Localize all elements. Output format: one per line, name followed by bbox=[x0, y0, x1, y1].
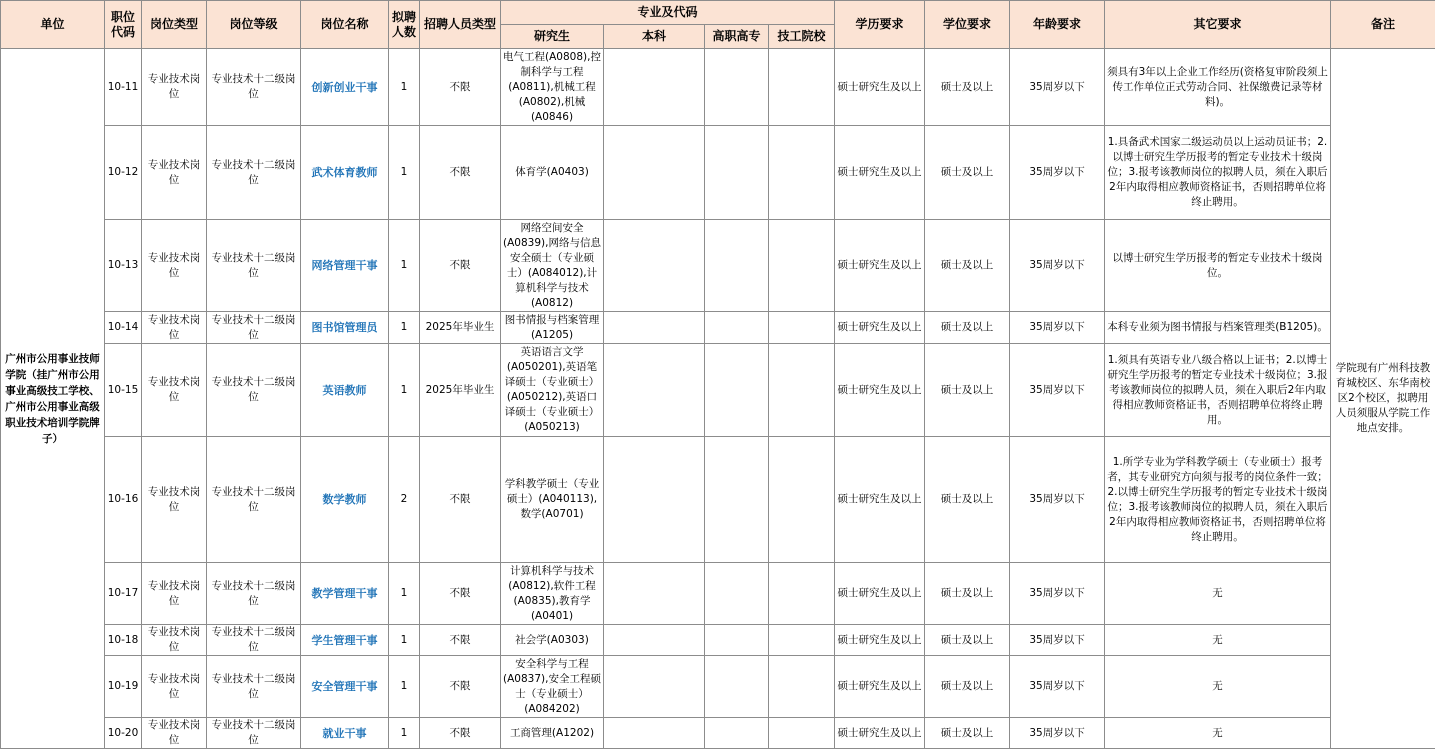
header-other: 其它要求 bbox=[1105, 1, 1331, 49]
vocational-cell bbox=[705, 625, 769, 656]
technician-cell bbox=[769, 437, 835, 563]
technician-cell bbox=[769, 312, 835, 344]
technician-cell bbox=[769, 625, 835, 656]
recruit-cell: 不限 bbox=[420, 220, 501, 312]
title-cell: 安全管理干事 bbox=[301, 656, 389, 718]
header-degree: 学位要求 bbox=[925, 1, 1010, 49]
bachelor-cell bbox=[604, 563, 705, 625]
bachelor-cell bbox=[604, 220, 705, 312]
technician-cell bbox=[769, 220, 835, 312]
level-cell: 专业技术十二级岗位 bbox=[207, 625, 301, 656]
recruit-cell: 不限 bbox=[420, 126, 501, 220]
technician-cell bbox=[769, 718, 835, 749]
age-cell: 35周岁以下 bbox=[1010, 344, 1105, 437]
code-cell: 10-12 bbox=[105, 126, 142, 220]
code-cell: 10-13 bbox=[105, 220, 142, 312]
technician-cell bbox=[769, 126, 835, 220]
code-cell: 10-15 bbox=[105, 344, 142, 437]
vocational-cell bbox=[705, 126, 769, 220]
count-cell: 1 bbox=[389, 220, 420, 312]
header-age: 年龄要求 bbox=[1010, 1, 1105, 49]
bachelor-cell bbox=[604, 344, 705, 437]
edu-cell: 硕士研究生及以上 bbox=[835, 625, 925, 656]
other-cell: 1.须具有英语专业八级合格以上证书；2.以博士研究生学历报考的暂定专业技术十级岗位；3.报考该教师岗位的拟聘人员，须在入职后2年内取得相应教师资格证书，否则招聘单位将终止聘用。 bbox=[1105, 344, 1331, 437]
edu-cell: 硕士研究生及以上 bbox=[835, 49, 925, 126]
title-cell: 创新创业干事 bbox=[301, 49, 389, 126]
age-cell: 35周岁以下 bbox=[1010, 718, 1105, 749]
code-cell: 10-14 bbox=[105, 312, 142, 344]
bachelor-cell bbox=[604, 437, 705, 563]
type-cell: 专业技术岗位 bbox=[142, 126, 207, 220]
grad-cell: 图书情报与档案管理(A1205) bbox=[501, 312, 604, 344]
header-grad: 研究生 bbox=[501, 25, 604, 49]
edu-cell: 硕士研究生及以上 bbox=[835, 437, 925, 563]
table-row bbox=[1, 312, 1435, 344]
grad-cell: 计算机科学与技术(A0812),软件工程(A0835),教育学(A0401) bbox=[501, 563, 604, 625]
degree-cell: 硕士及以上 bbox=[925, 49, 1010, 126]
type-cell: 专业技术岗位 bbox=[142, 437, 207, 563]
code-cell: 10-17 bbox=[105, 563, 142, 625]
title-cell: 就业干事 bbox=[301, 718, 389, 749]
header-recruit-type: 招聘人员类型 bbox=[420, 1, 501, 49]
vocational-cell bbox=[705, 656, 769, 718]
bachelor-cell bbox=[604, 718, 705, 749]
type-cell: 专业技术岗位 bbox=[142, 656, 207, 718]
other-cell: 须具有3年以上企业工作经历(资格复审阶段须上传工作单位正式劳动合同、社保缴费记录等材料)。 bbox=[1105, 49, 1331, 126]
type-cell: 专业技术岗位 bbox=[142, 718, 207, 749]
grad-cell: 网络空间安全(A0839),网络与信息安全硕士（专业硕士）(A084012),计算机科学与技术(A0812) bbox=[501, 220, 604, 312]
grad-cell: 体育学(A0403) bbox=[501, 126, 604, 220]
recruit-cell: 2025年毕业生 bbox=[420, 344, 501, 437]
edu-cell: 硕士研究生及以上 bbox=[835, 656, 925, 718]
grad-cell: 学科教学硕士（专业硕士）(A040113),数学(A0701) bbox=[501, 437, 604, 563]
table-row bbox=[1, 49, 1435, 126]
level-cell: 专业技术十二级岗位 bbox=[207, 344, 301, 437]
recruit-cell: 2025年毕业生 bbox=[420, 312, 501, 344]
table-row bbox=[1, 718, 1435, 749]
other-cell: 无 bbox=[1105, 625, 1331, 656]
count-cell: 1 bbox=[389, 625, 420, 656]
title-cell: 教学管理干事 bbox=[301, 563, 389, 625]
table-row bbox=[1, 437, 1435, 563]
edu-cell: 硕士研究生及以上 bbox=[835, 220, 925, 312]
table-row bbox=[1, 656, 1435, 718]
other-cell: 本科专业须为图书情报与档案管理类(B1205)。 bbox=[1105, 312, 1331, 344]
header-code: 职位代码 bbox=[105, 1, 142, 49]
vocational-cell bbox=[705, 344, 769, 437]
bachelor-cell bbox=[604, 312, 705, 344]
degree-cell: 硕士及以上 bbox=[925, 563, 1010, 625]
code-cell: 10-20 bbox=[105, 718, 142, 749]
title-cell: 英语教师 bbox=[301, 344, 389, 437]
unit-cell: 广州市公用事业技师学院（挂广州市公用事业高级技工学校、广州市公用事业高级职业技术培训学院牌子） bbox=[1, 49, 105, 749]
count-cell: 1 bbox=[389, 126, 420, 220]
vocational-cell bbox=[705, 718, 769, 749]
recruit-cell: 不限 bbox=[420, 718, 501, 749]
header-bachelor: 本科 bbox=[604, 25, 705, 49]
header-technician: 技工院校 bbox=[769, 25, 835, 49]
count-cell: 1 bbox=[389, 344, 420, 437]
bachelor-cell bbox=[604, 625, 705, 656]
table-row bbox=[1, 563, 1435, 625]
code-cell: 10-16 bbox=[105, 437, 142, 563]
header-vocational: 高职高专 bbox=[705, 25, 769, 49]
count-cell: 1 bbox=[389, 563, 420, 625]
table-row bbox=[1, 625, 1435, 656]
count-cell: 1 bbox=[389, 718, 420, 749]
level-cell: 专业技术十二级岗位 bbox=[207, 437, 301, 563]
count-cell: 1 bbox=[389, 49, 420, 126]
header-unit: 单位 bbox=[1, 1, 105, 49]
grad-cell: 英语语言文学(A050201),英语笔译硕士（专业硕士）(A050212),英语口译硕士（专业硕士）(A050213) bbox=[501, 344, 604, 437]
vocational-cell bbox=[705, 437, 769, 563]
note-cell: 学院现有广州科技教育城校区、东华南校区2个校区，拟聘用人员须服从学院工作地点安排。 bbox=[1331, 49, 1435, 749]
code-cell: 10-11 bbox=[105, 49, 142, 126]
degree-cell: 硕士及以上 bbox=[925, 126, 1010, 220]
level-cell: 专业技术十二级岗位 bbox=[207, 718, 301, 749]
type-cell: 专业技术岗位 bbox=[142, 49, 207, 126]
bachelor-cell bbox=[604, 49, 705, 126]
header-title: 岗位名称 bbox=[301, 1, 389, 49]
type-cell: 专业技术岗位 bbox=[142, 312, 207, 344]
table-row bbox=[1, 126, 1435, 220]
technician-cell bbox=[769, 656, 835, 718]
title-cell: 学生管理干事 bbox=[301, 625, 389, 656]
degree-cell: 硕士及以上 bbox=[925, 312, 1010, 344]
grad-cell: 工商管理(A1202) bbox=[501, 718, 604, 749]
level-cell: 专业技术十二级岗位 bbox=[207, 220, 301, 312]
grad-cell: 电气工程(A0808),控制科学与工程(A0811),机械工程(A0802),机械(A0846) bbox=[501, 49, 604, 126]
count-cell: 1 bbox=[389, 312, 420, 344]
vocational-cell bbox=[705, 220, 769, 312]
bachelor-cell bbox=[604, 126, 705, 220]
code-cell: 10-19 bbox=[105, 656, 142, 718]
recruit-cell: 不限 bbox=[420, 49, 501, 126]
other-cell: 无 bbox=[1105, 656, 1331, 718]
header-count: 拟聘人数 bbox=[389, 1, 420, 49]
recruit-cell: 不限 bbox=[420, 625, 501, 656]
other-cell: 无 bbox=[1105, 563, 1331, 625]
technician-cell bbox=[769, 344, 835, 437]
edu-cell: 硕士研究生及以上 bbox=[835, 563, 925, 625]
age-cell: 35周岁以下 bbox=[1010, 625, 1105, 656]
age-cell: 35周岁以下 bbox=[1010, 656, 1105, 718]
count-cell: 1 bbox=[389, 656, 420, 718]
header-edu: 学历要求 bbox=[835, 1, 925, 49]
code-cell: 10-18 bbox=[105, 625, 142, 656]
age-cell: 35周岁以下 bbox=[1010, 220, 1105, 312]
other-cell: 以博士研究生学历报考的暂定专业技术十级岗位。 bbox=[1105, 220, 1331, 312]
title-cell: 武术体育教师 bbox=[301, 126, 389, 220]
other-cell: 无 bbox=[1105, 718, 1331, 749]
level-cell: 专业技术十二级岗位 bbox=[207, 312, 301, 344]
degree-cell: 硕士及以上 bbox=[925, 656, 1010, 718]
degree-cell: 硕士及以上 bbox=[925, 344, 1010, 437]
bachelor-cell bbox=[604, 656, 705, 718]
grad-cell: 社会学(A0303) bbox=[501, 625, 604, 656]
header-note: 备注 bbox=[1331, 1, 1435, 49]
header-level: 岗位等级 bbox=[207, 1, 301, 49]
degree-cell: 硕士及以上 bbox=[925, 718, 1010, 749]
type-cell: 专业技术岗位 bbox=[142, 220, 207, 312]
technician-cell bbox=[769, 563, 835, 625]
vocational-cell bbox=[705, 312, 769, 344]
header-major-group: 专业及代码 bbox=[501, 1, 835, 25]
age-cell: 35周岁以下 bbox=[1010, 49, 1105, 126]
type-cell: 专业技术岗位 bbox=[142, 563, 207, 625]
title-cell: 网络管理干事 bbox=[301, 220, 389, 312]
level-cell: 专业技术十二级岗位 bbox=[207, 563, 301, 625]
degree-cell: 硕士及以上 bbox=[925, 625, 1010, 656]
level-cell: 专业技术十二级岗位 bbox=[207, 656, 301, 718]
degree-cell: 硕士及以上 bbox=[925, 220, 1010, 312]
age-cell: 35周岁以下 bbox=[1010, 563, 1105, 625]
count-cell: 2 bbox=[389, 437, 420, 563]
grad-cell: 安全科学与工程(A0837),安全工程硕士（专业硕士）(A084202) bbox=[501, 656, 604, 718]
other-cell: 1.具备武术国家二级运动员以上运动员证书；2.以博士研究生学历报考的暂定专业技术十级岗位；3.报考该教师岗位的拟聘人员，须在入职后2年内取得相应教师资格证书，否则招聘单位将终止聘用。 bbox=[1105, 126, 1331, 220]
edu-cell: 硕士研究生及以上 bbox=[835, 126, 925, 220]
recruit-cell: 不限 bbox=[420, 437, 501, 563]
type-cell: 专业技术岗位 bbox=[142, 625, 207, 656]
title-cell: 数学教师 bbox=[301, 437, 389, 563]
vocational-cell bbox=[705, 563, 769, 625]
vocational-cell bbox=[705, 49, 769, 126]
recruit-cell: 不限 bbox=[420, 656, 501, 718]
table-row bbox=[1, 344, 1435, 437]
level-cell: 专业技术十二级岗位 bbox=[207, 126, 301, 220]
age-cell: 35周岁以下 bbox=[1010, 126, 1105, 220]
age-cell: 35周岁以下 bbox=[1010, 437, 1105, 563]
recruit-cell: 不限 bbox=[420, 563, 501, 625]
degree-cell: 硕士及以上 bbox=[925, 437, 1010, 563]
other-cell: 1.所学专业为学科教学硕士（专业硕士）报考者，其专业研究方向须与报考的岗位条件一致；2.以博士研究生学历报考的暂定专业技术十级岗位；3.报考该教师岗位的拟聘人员，须在入职后2年内取得相应教师资格证书，否则招聘单位将终止聘用。 bbox=[1105, 437, 1331, 563]
header-type: 岗位类型 bbox=[142, 1, 207, 49]
edu-cell: 硕士研究生及以上 bbox=[835, 312, 925, 344]
technician-cell bbox=[769, 49, 835, 126]
type-cell: 专业技术岗位 bbox=[142, 344, 207, 437]
title-cell: 图书馆管理员 bbox=[301, 312, 389, 344]
edu-cell: 硕士研究生及以上 bbox=[835, 718, 925, 749]
table-row bbox=[1, 220, 1435, 312]
level-cell: 专业技术十二级岗位 bbox=[207, 49, 301, 126]
age-cell: 35周岁以下 bbox=[1010, 312, 1105, 344]
edu-cell: 硕士研究生及以上 bbox=[835, 344, 925, 437]
